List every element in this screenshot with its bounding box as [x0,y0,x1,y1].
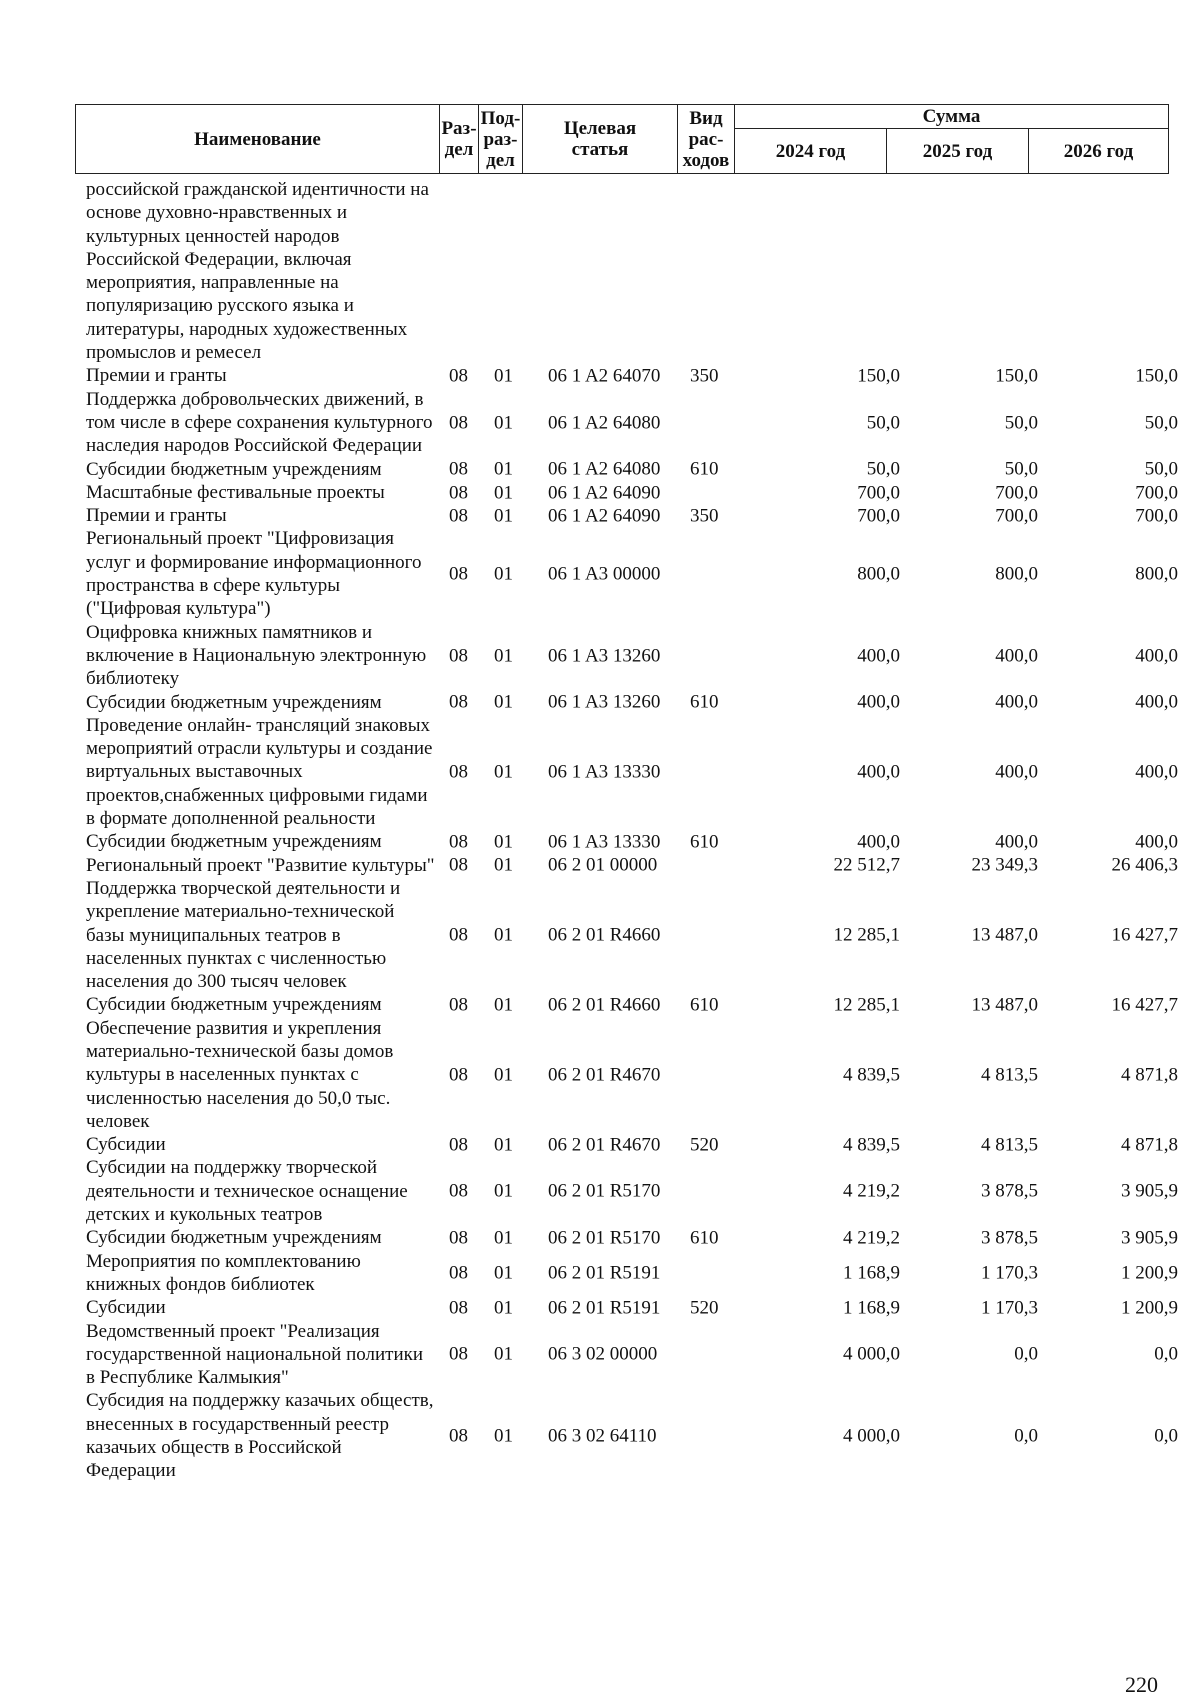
row-name: Субсидия на поддержку казачьих обществ, внесенных в государственный реестр казачьих обществ в Российской Федерации [86,1390,434,1482]
row-y1: 400,0 [857,644,900,666]
table-row [86,504,1178,527]
row-cs: 06 3 02 00000 [548,1343,658,1365]
row-rz: 08 [449,924,468,946]
row-y2: 700,0 [995,505,1038,527]
row-y1: 400,0 [857,691,900,713]
table-row [86,527,1178,620]
row-y2: 3 878,5 [981,1227,1038,1249]
row-name: Субсидии на поддержку творческой деятельности и техническое оснащение детских и кукольных театров [86,1157,408,1226]
row-y3: 4 871,8 [1121,1134,1178,1156]
row-cs: 06 2 01 R5191 [548,1262,661,1284]
row-y2: 700,0 [995,481,1038,503]
row-name: Субсидии бюджетным учреждениям [86,994,382,1016]
row-cs: 06 1 A2 64070 [548,365,661,387]
row-pr: 01 [494,505,513,527]
row-y3: 400,0 [1135,831,1178,853]
row-y3: 50,0 [1144,458,1178,480]
header-name: Наименование [76,105,440,174]
table-row [86,877,1178,993]
row-y3: 1 200,9 [1121,1297,1178,1319]
row-y3: 50,0 [1144,411,1178,433]
table-row [86,481,1178,504]
row-rz: 08 [449,854,468,876]
row-pr: 01 [494,1134,513,1156]
row-y1: 400,0 [857,761,900,783]
row-y1: 50,0 [866,411,900,433]
row-y1: 800,0 [857,563,900,585]
row-cs: 06 2 01 R4670 [548,1134,661,1156]
page-number: 220 [1125,1672,1158,1697]
header-year-2024: 2024 год [735,129,887,174]
row-name: Поддержка творческой деятельности и укрепление материально-технической базы муниципальных театров в населенных пунктах с численностью населения до 300 тысяч человек [86,877,401,993]
row-rz: 08 [449,1297,468,1319]
row-rz: 08 [449,365,468,387]
header-year-2026: 2026 год [1029,129,1169,174]
row-cs: 06 1 A3 13330 [548,831,661,853]
row-y1: 4 000,0 [843,1425,900,1447]
row-pr: 01 [494,481,513,503]
row-name: Ведомственный проект "Реализация государственной национальной политики в Республике Калмыкия" [86,1320,424,1389]
row-pr: 01 [494,411,513,433]
table-row [86,1017,1178,1133]
row-y1: 4 219,2 [843,1180,900,1202]
row-pr: 01 [494,831,513,853]
row-cs: 06 1 A3 13330 [548,761,661,783]
table-row [86,1296,1178,1319]
row-y1: 1 168,9 [843,1262,900,1284]
row-rz: 08 [449,691,468,713]
row-y3: 0,0 [1154,1425,1178,1447]
row-name: Субсидии бюджетным учреждениям [86,1227,382,1249]
row-pr: 01 [494,1064,513,1086]
row-name: Региональный проект "Цифровизация услуг и формирование информационного пространства в сфере культуры ("Цифровая культура") [86,528,422,620]
table-row [86,388,1178,458]
row-rz: 08 [449,481,468,503]
row-cs: 06 1 A2 64080 [548,458,661,480]
row-y2: 13 487,0 [971,994,1038,1016]
row-pr: 01 [494,1297,513,1319]
row-rz: 08 [449,1134,468,1156]
row-vr: 610 [690,994,719,1016]
row-y1: 22 512,7 [833,854,900,876]
header-vid-rashodov: Вид рас- ходов [678,105,735,174]
row-cs: 06 1 A2 64080 [548,411,661,433]
table-row [86,691,1178,714]
row-pr: 01 [494,924,513,946]
row-y3: 1 200,9 [1121,1262,1178,1284]
row-rz: 08 [449,1064,468,1086]
row-name: Субсидии [86,1134,166,1156]
row-cs: 06 2 01 R5170 [548,1227,661,1249]
row-pr: 01 [494,1180,513,1202]
row-name: Субсидии бюджетным учреждениям [86,831,382,853]
row-y1: 4 839,5 [843,1134,900,1156]
row-pr: 01 [494,458,513,480]
row-pr: 01 [494,563,513,585]
row-cs: 06 1 A3 00000 [548,563,661,585]
table-row [86,621,1178,691]
row-name: Мероприятия по комплектованию книжных фондов библиотек [86,1250,361,1295]
row-vr: 350 [690,365,719,387]
row-vr: 610 [690,458,719,480]
row-y1: 700,0 [857,481,900,503]
row-y1: 12 285,1 [833,924,900,946]
row-y2: 4 813,5 [981,1064,1038,1086]
row-pr: 01 [494,1227,513,1249]
row-rz: 08 [449,1343,468,1365]
row-y2: 50,0 [1004,458,1038,480]
row-y3: 26 406,3 [1111,854,1178,876]
row-y2: 13 487,0 [971,924,1038,946]
row-rz: 08 [449,994,468,1016]
row-y2: 4 813,5 [981,1134,1038,1156]
row-rz: 08 [449,1262,468,1284]
table-row [86,1156,1178,1226]
row-y2: 0,0 [1014,1425,1038,1447]
row-name: Масштабные фестивальные проекты [86,481,385,503]
row-cs: 06 2 01 R5170 [548,1180,661,1202]
row-y2: 400,0 [995,644,1038,666]
table-row [86,364,1178,387]
row-cs: 06 1 A2 64090 [548,481,661,503]
row-name: Поддержка добровольческих движений, в том числе в сфере сохранения культурного наследия народов Российской Федерации [86,388,433,457]
row-y2: 3 878,5 [981,1180,1038,1202]
row-cs: 06 2 01 R4670 [548,1064,661,1086]
row-y3: 700,0 [1135,481,1178,503]
row-rz: 08 [449,831,468,853]
row-y3: 150,0 [1135,365,1178,387]
row-pr: 01 [494,644,513,666]
row-pr: 01 [494,854,513,876]
row-y2: 50,0 [1004,411,1038,433]
row-y3: 3 905,9 [1121,1227,1178,1249]
row-name: Субсидии [86,1297,166,1319]
row-rz: 08 [449,1180,468,1202]
row-y2: 1 170,3 [981,1262,1038,1284]
row-y2: 400,0 [995,691,1038,713]
row-rz: 08 [449,563,468,585]
row-y1: 400,0 [857,831,900,853]
row-y3: 700,0 [1135,505,1178,527]
row-y1: 4 000,0 [843,1343,900,1365]
row-y3: 16 427,7 [1111,994,1178,1016]
row-cs: 06 3 02 64110 [548,1425,657,1447]
row-cs: 06 2 01 R4660 [548,924,661,946]
row-y3: 0,0 [1154,1343,1178,1365]
header-year-2025: 2025 год [887,129,1029,174]
row-name: Субсидии бюджетным учреждениям [86,691,382,713]
header-podrazdel: Под- раз- дел [479,105,523,174]
row-rz: 08 [449,644,468,666]
row-y3: 3 905,9 [1121,1180,1178,1202]
row-pr: 01 [494,761,513,783]
row-y3: 800,0 [1135,563,1178,585]
row-pr: 01 [494,365,513,387]
row-y1: 4 839,5 [843,1064,900,1086]
row-cs: 06 1 A3 13260 [548,644,661,666]
row-y1: 12 285,1 [833,994,900,1016]
row-name: Оцифровка книжных памятников и включение в Национальную электронную библиотеку [86,621,427,690]
table-row [86,1226,1178,1249]
row-name: Премии и гранты [86,505,227,527]
table-row [86,1320,1178,1390]
row-y1: 1 168,9 [843,1297,900,1319]
row-pr: 01 [494,1425,513,1447]
row-vr: 610 [690,1227,719,1249]
row-name: российской гражданской идентичности на основе духовно-нравственных и культурных ценностей народов Российской Федерации, включая мероприятия, направленные на популяризацию русского языка и литературы, народных художественных промыслов и ремесел [86,179,429,364]
row-vr: 610 [690,691,719,713]
row-name: Премии и гранты [86,365,227,387]
row-vr: 610 [690,831,719,853]
row-rz: 08 [449,411,468,433]
row-cs: 06 2 01 00000 [548,854,658,876]
row-y2: 1 170,3 [981,1297,1038,1319]
header-celevaya-statya: Целевая статья [523,105,678,174]
table-row [86,830,1178,853]
row-y2: 150,0 [995,365,1038,387]
row-y2: 400,0 [995,831,1038,853]
row-rz: 08 [449,505,468,527]
row-pr: 01 [494,1343,513,1365]
row-y1: 700,0 [857,505,900,527]
row-name: Проведение онлайн- трансляций знаковых мероприятий отрасли культуры и создание виртуальных выставочных проектов,снабженных цифровыми гидами в формате дополненной реальности [86,714,433,830]
row-rz: 08 [449,1425,468,1447]
row-cs: 06 2 01 R4660 [548,994,661,1016]
row-vr: 520 [690,1134,719,1156]
table-row [86,854,1178,877]
row-y2: 23 349,3 [971,854,1038,876]
row-cs: 06 1 A2 64090 [548,505,661,527]
table-row [86,1250,1178,1297]
row-cs: 06 1 A3 13260 [548,691,661,713]
row-name: Субсидии бюджетным учреждениям [86,458,382,480]
row-cs: 06 2 01 R5191 [548,1297,661,1319]
row-vr: 350 [690,505,719,527]
table-row [86,458,1178,481]
row-pr: 01 [494,691,513,713]
row-rz: 08 [449,458,468,480]
row-y3: 400,0 [1135,691,1178,713]
row-y3: 4 871,8 [1121,1064,1178,1086]
row-y3: 16 427,7 [1111,924,1178,946]
row-name: Обеспечение развития и укрепления материально-технической базы домов культуры в населенных пунктах с численностью населения до 50,0 тыс. человек [86,1017,394,1132]
table-row [86,178,1178,364]
table-row [86,1133,1178,1156]
row-y1: 50,0 [866,458,900,480]
row-y2: 400,0 [995,761,1038,783]
row-name: Региональный проект "Развитие культуры" [86,854,435,876]
row-pr: 01 [494,994,513,1016]
table-row [86,993,1178,1016]
row-y2: 800,0 [995,563,1038,585]
table-header [75,104,1169,174]
row-rz: 08 [449,1227,468,1249]
row-y2: 0,0 [1014,1343,1038,1365]
header-summa: Сумма [735,105,1169,129]
table-row [86,1389,1178,1482]
row-y1: 150,0 [857,365,900,387]
row-y3: 400,0 [1135,644,1178,666]
table-row [86,714,1178,830]
row-pr: 01 [494,1262,513,1284]
table-body [86,178,1178,1483]
header-razdel: Раз- дел [440,105,479,174]
row-y3: 400,0 [1135,761,1178,783]
row-rz: 08 [449,761,468,783]
row-vr: 520 [690,1297,719,1319]
row-y1: 4 219,2 [843,1227,900,1249]
